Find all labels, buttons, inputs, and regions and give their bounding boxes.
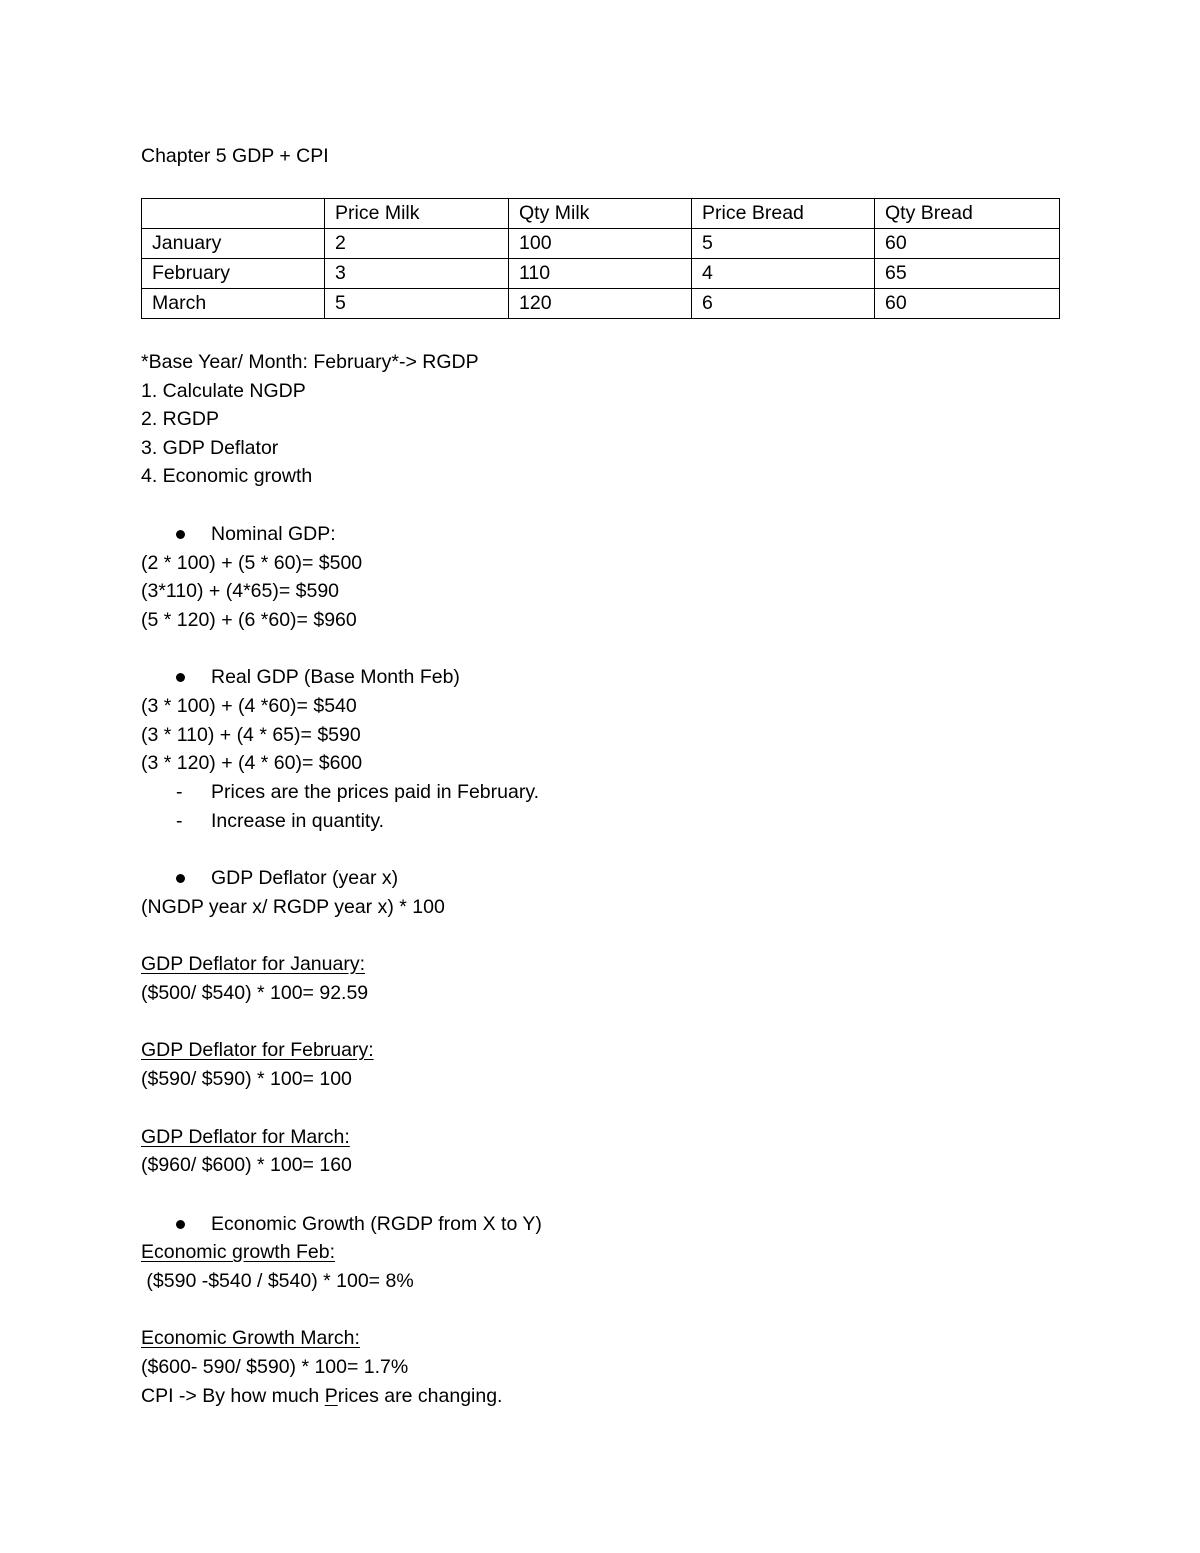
step-item: 2. RGDP [141, 408, 220, 430]
deflator-february-label: GDP Deflator for February: [141, 1039, 374, 1061]
calc-line: (3 * 120) + (4 * 60)= $600 [141, 752, 363, 774]
growth-march-label: Economic Growth March: [141, 1327, 360, 1349]
bullet-icon [176, 1220, 185, 1229]
step-item: 3. GDP Deflator [141, 437, 279, 459]
cpi-note [141, 1387, 502, 1407]
table-cell: February [142, 259, 325, 289]
calc-line: ($590/ $590) * 100= 100 [141, 1068, 352, 1090]
table-cell: 120 [509, 289, 692, 319]
table-cell: March [142, 289, 325, 319]
table-cell: 6 [692, 289, 875, 319]
calc-line: ($590 -$540 / $540) * 100= 8% [141, 1270, 414, 1292]
gdp-deflator-heading: GDP Deflator (year x) [211, 867, 399, 889]
table-header-row [142, 199, 1060, 229]
table-cell: 60 [875, 229, 1060, 259]
deflator-formula: (NGDP year x/ RGDP year x) * 100 [141, 896, 445, 918]
calc-line: ($600- 590/ $590) * 100= 1.7% [141, 1356, 409, 1378]
table-cell: January [142, 229, 325, 259]
table-header-cell: Qty Bread [875, 199, 1060, 229]
base-month-note: *Base Year/ Month: February*-> RGDP [141, 351, 479, 373]
cpi-note-start: CPI -> By how much [141, 1385, 325, 1407]
cpi-note-end: rices are changing. [337, 1385, 503, 1407]
table-cell: 5 [325, 289, 509, 319]
table-cell: 110 [509, 259, 692, 289]
calc-line: (5 * 120) + (6 *60)= $960 [141, 609, 357, 631]
calc-line: (3*110) + (4*65)= $590 [141, 580, 340, 602]
deflator-march-label: GDP Deflator for March: [141, 1126, 350, 1148]
table-cell: 100 [509, 229, 692, 259]
real-gdp-heading: Real GDP (Base Month Feb) [211, 666, 460, 688]
table-cell: 4 [692, 259, 875, 289]
calc-line: ($500/ $540) * 100= 92.59 [141, 982, 369, 1004]
growth-february-label: Economic growth Feb: [141, 1241, 336, 1263]
economic-growth-heading: Economic Growth (RGDP from X to Y) [211, 1213, 542, 1235]
table-cell: 2 [325, 229, 509, 259]
table-header-cell: Price Bread [692, 199, 875, 229]
table-header-cell [142, 199, 325, 229]
table-cell: 60 [875, 289, 1060, 319]
calc-line: ($960/ $600) * 100= 160 [141, 1154, 352, 1176]
table-header-cell: Qty Milk [509, 199, 692, 229]
deflator-january-label: GDP Deflator for January: [141, 953, 365, 975]
page-title: Chapter 5 GDP + CPI [141, 145, 329, 167]
table-row [142, 289, 1060, 319]
nominal-gdp-heading: Nominal GDP: [211, 523, 336, 545]
real-gdp-note: Increase in quantity. [211, 810, 385, 832]
calc-line: (3 * 110) + (4 * 65)= $590 [141, 724, 361, 746]
dash-icon: - [176, 810, 183, 832]
table-row [142, 259, 1060, 289]
bullet-icon [176, 874, 185, 883]
cpi-note-underlined: P [324, 1385, 338, 1407]
table-cell: 5 [692, 229, 875, 259]
price-quantity-table [141, 198, 1060, 319]
table-row [142, 229, 1060, 259]
table-cell: 3 [325, 259, 509, 289]
step-item: 1. Calculate NGDP [141, 380, 306, 402]
bullet-icon [176, 530, 185, 539]
real-gdp-note: Prices are the prices paid in February. [211, 781, 540, 803]
calc-line: (2 * 100) + (5 * 60)= $500 [141, 552, 363, 574]
step-item: 4. Economic growth [141, 465, 313, 487]
bullet-icon [176, 673, 185, 682]
calc-line: (3 * 100) + (4 *60)= $540 [141, 695, 357, 717]
dash-icon: - [176, 781, 183, 803]
table-header-cell: Price Milk [325, 199, 509, 229]
table-cell: 65 [875, 259, 1060, 289]
